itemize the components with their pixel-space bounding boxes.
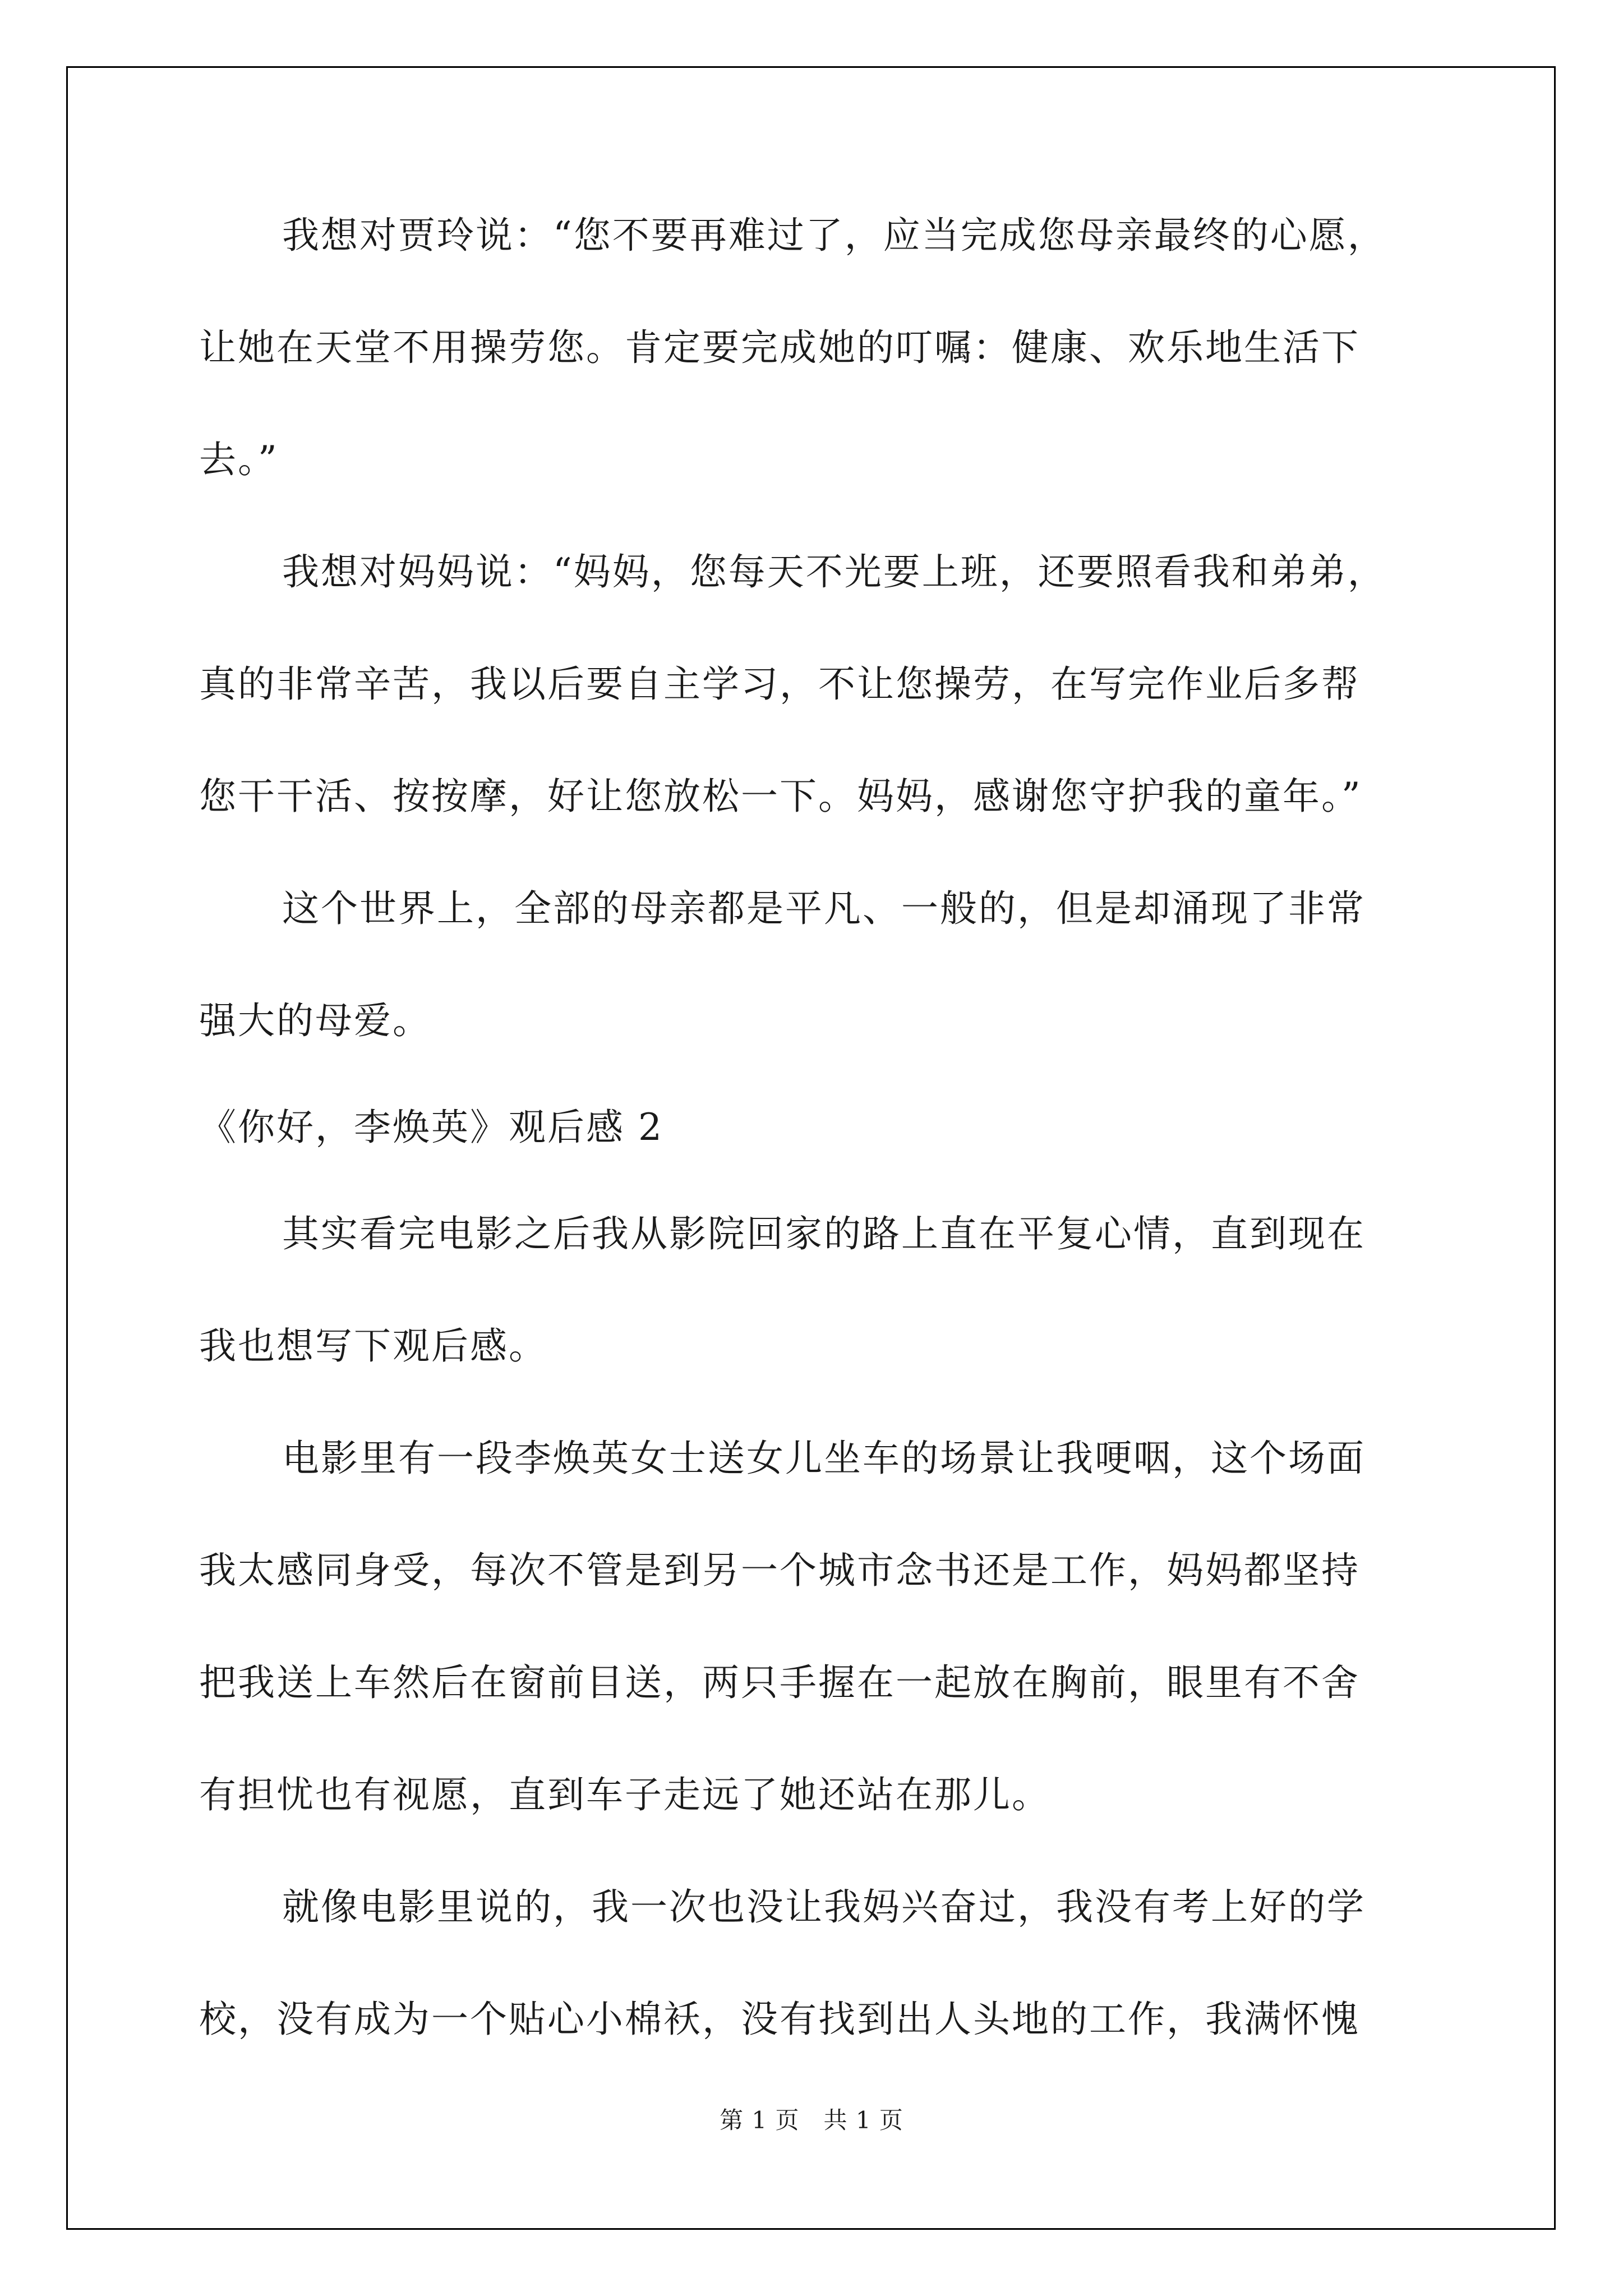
section-heading: 《你好，李焕英》观后感 2: [199, 1106, 663, 1149]
paragraph-1-line-1: 我想对贾玲说：“您不要再难过了，应当完成您母亲最终的心愿，: [282, 214, 1386, 257]
paragraph-4-line-1: 其实看完电影之后我从影院回家的路上直在平复心情，直到现在: [282, 1212, 1366, 1255]
paragraph-5-line-4: 有担忧也有视愿，直到车子走远了她还站在那儿。: [199, 1773, 1050, 1816]
paragraph-1-line-3: 去。”: [199, 438, 279, 481]
paragraph-6-line-2: 校，没有成为一个贴心小棉袄，没有找到出人头地的工作，我满怀愧: [199, 1998, 1360, 2041]
paragraph-3-line-1: 这个世界上，全部的母亲都是平凡、一般的，但是却涌现了非常: [282, 887, 1366, 930]
paragraph-5-line-1: 电影里有一段李焕英女士送女儿坐车的场景让我哽咽，这个场面: [282, 1437, 1366, 1480]
paragraph-3-line-2: 强大的母爱。: [199, 999, 431, 1042]
page-number-footer: 第 1 页 共 1 页: [720, 2106, 903, 2134]
paragraph-4-line-2: 我也想写下观后感。: [199, 1324, 547, 1368]
paragraph-5-line-3: 把我送上车然后在窗前目送，两只手握在一起放在胸前，眼里有不舍: [199, 1661, 1360, 1704]
paragraph-2-line-2: 真的非常辛苦，我以后要自主学习，不让您操劳，在写完作业后多帮: [199, 662, 1360, 706]
paragraph-1-line-2: 让她在天堂不用操劳您。肯定要完成她的叮嘱：健康、欢乐地生活下: [199, 326, 1360, 369]
paragraph-2-line-3: 您干干活、按按摩，好让您放松一下。妈妈，感谢您守护我的童年。”: [199, 775, 1362, 818]
paragraph-2-line-1: 我想对妈妈说：“妈妈，您每天不光要上班，还要照看我和弟弟，: [282, 550, 1386, 593]
paragraph-6-line-1: 就像电影里说的，我一次也没让我妈兴奋过，我没有考上好的学: [282, 1885, 1366, 1929]
paragraph-5-line-2: 我太感同身受，每次不管是到另一个城市念书还是工作，妈妈都坚持: [199, 1549, 1360, 1592]
